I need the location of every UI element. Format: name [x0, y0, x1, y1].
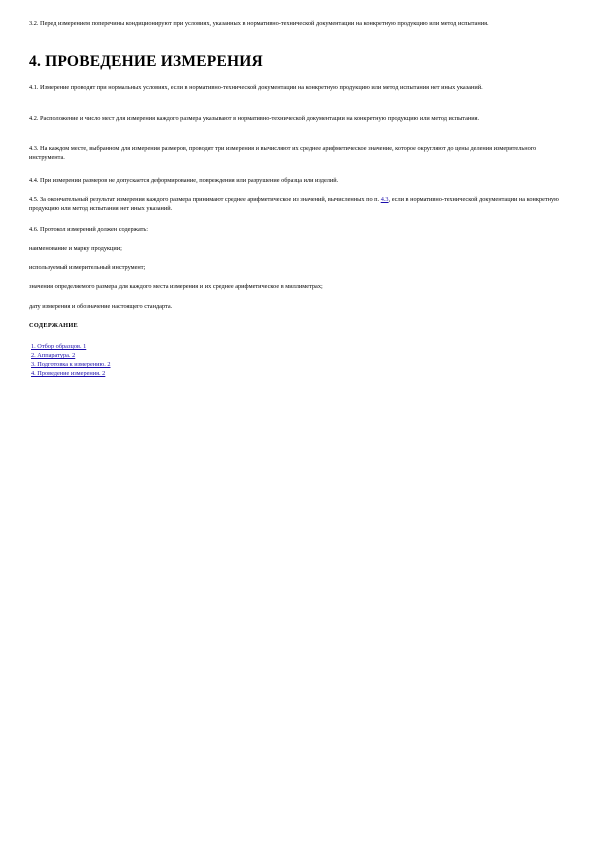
- toc-item: [31, 369, 111, 378]
- paragraph-4-5-text-end: , если в нормативно-технической документации на конкретную продукцию или метод испытания нет иных указаний.: [29, 196, 559, 212]
- reference-link-4-3[interactable]: 4.3: [380, 196, 389, 203]
- protocol-item: значения определяемого размера для каждого места измерения и их среднее арифметическое в миллиметрах;: [29, 283, 323, 290]
- paragraph-4-3: 4.3. На каждом месте, выбранном для измерения размеров, проводят три измерения и вычисляют их среднее арифметическое значение, которое округляют до цены деления измерительного инструмента.: [29, 145, 537, 161]
- toc-link-3[interactable]: 3. Подготовка к измерению. 2: [31, 361, 111, 368]
- protocol-item: используемый измерительный инструмент;: [29, 264, 146, 271]
- toc-item: [31, 360, 111, 369]
- paragraph-4-2: 4.2. Расположение и число мест для измерения каждого размера указывают в нормативно-технической документации на конкретную продукцию или метод испытания.: [29, 115, 480, 122]
- toc-link-2[interactable]: 2. Аппаратура. 2: [31, 352, 76, 359]
- paragraph-3-2: 3.2. Перед измерением поперечины кондиционируют при условиях, указанных в нормативно-технической документации на конкретную продукцию или метод испытания.: [29, 20, 489, 27]
- toc-link-1[interactable]: 1. Отбор образцов. 1: [31, 343, 87, 350]
- paragraph-4-5: [29, 196, 569, 213]
- table-of-contents: [31, 342, 111, 378]
- toc-item: [31, 351, 111, 360]
- toc-item: [31, 342, 111, 351]
- paragraph-4-6: 4.6. Протокол измерений должен содержать:: [29, 226, 148, 233]
- protocol-item: дату измерения и обозначение настоящего стандарта.: [29, 303, 173, 310]
- paragraph-4-5-text-start: 4.5. За окончательный результат измерения каждого размера принимают среднее арифметическое из значений, вычисленных по п.: [29, 196, 381, 203]
- paragraph-4-1: 4.1. Измерение проводят при нормальных условиях, если в нормативно-технической документации на конкретную продукцию или метод испытания нет иных указаний.: [29, 84, 483, 91]
- paragraph-4-4: 4.4. При измерении размеров не допускается деформирование, повреждения или разрушение образца или изделий.: [29, 177, 339, 184]
- toc-title: СОДЕРЖАНИЕ: [29, 322, 79, 329]
- protocol-item: наименование и марку продукции;: [29, 245, 122, 252]
- section-title: 4. ПРОВЕДЕНИЕ ИЗМЕРЕНИЯ: [29, 53, 263, 70]
- toc-link-4[interactable]: 4. Проведение измерения. 2: [31, 370, 106, 377]
